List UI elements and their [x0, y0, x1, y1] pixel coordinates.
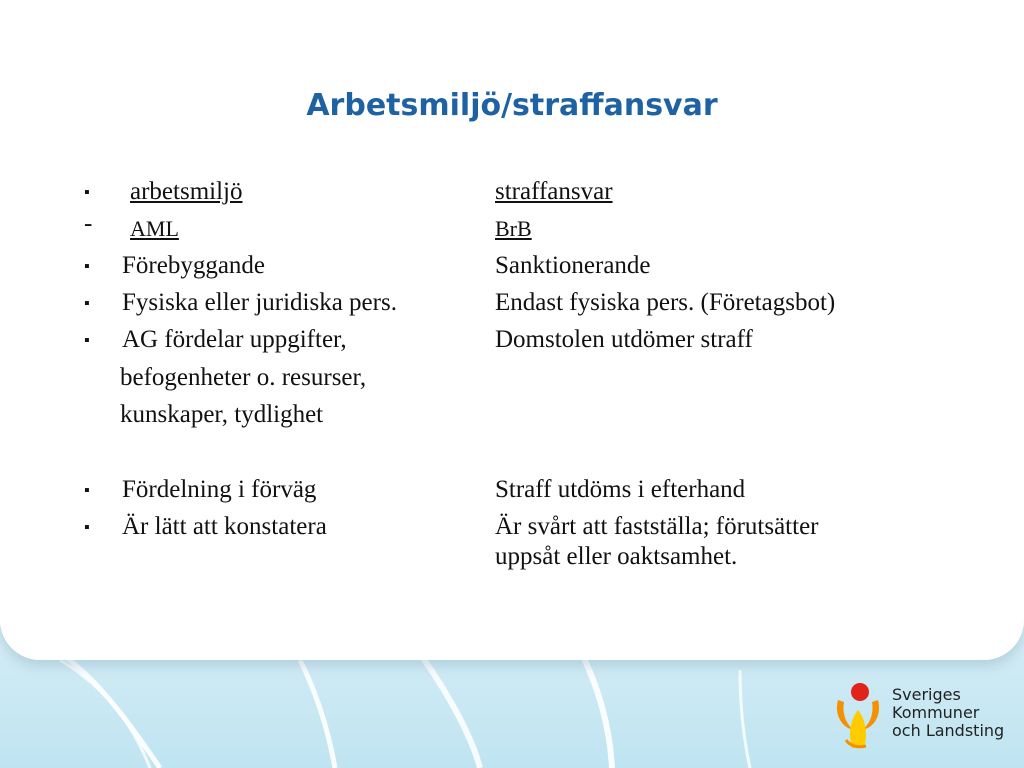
left-text: Fördelning i förväg: [122, 476, 317, 503]
law-brb: BrB: [495, 216, 532, 241]
bullet-marker: ▪: [84, 184, 90, 201]
logo-figure-icon: [832, 680, 884, 750]
right-text: Är svårt att fastställa; förutsätter: [495, 513, 819, 540]
right-text: Domstolen utdömer straff: [495, 326, 753, 353]
right-text: Straff utdöms i efterhand: [495, 476, 746, 503]
right-text: Endast fysiska pers. (Företagsbot): [495, 289, 836, 316]
organization-logo: [832, 680, 1012, 750]
bullet-marker: ▪: [84, 482, 90, 499]
left-text-continuation: befogenheter o. resurser,: [120, 364, 367, 391]
bullet-marker: ▪: [84, 258, 90, 275]
logo-wordmark: Sveriges Kommuner och Landsting: [892, 685, 1005, 740]
column-header-arbetsmiljo: arbetsmiljö: [130, 178, 243, 205]
left-text-continuation: kunskaper, tydlighet: [120, 401, 324, 428]
bullet-marker: ▪: [84, 519, 90, 536]
left-text: AG fördelar uppgifter,: [122, 326, 347, 353]
right-text-continuation: uppsåt eller oaktsamhet.: [495, 543, 738, 570]
right-text: Sanktionerande: [495, 252, 651, 279]
law-aml: AML: [130, 216, 179, 241]
bullet-marker: ▪: [84, 332, 90, 349]
dash-marker: -: [84, 210, 93, 237]
bullet-marker: ▪: [84, 295, 90, 312]
slide-title: Arbetsmiljö/straffansvar: [306, 88, 718, 123]
column-header-straffansvar: straffansvar: [495, 178, 613, 205]
left-text: Fysiska eller juridiska pers.: [122, 289, 397, 316]
left-text: Förebyggande: [122, 252, 266, 279]
left-text: Är lätt att konstatera: [122, 513, 327, 540]
